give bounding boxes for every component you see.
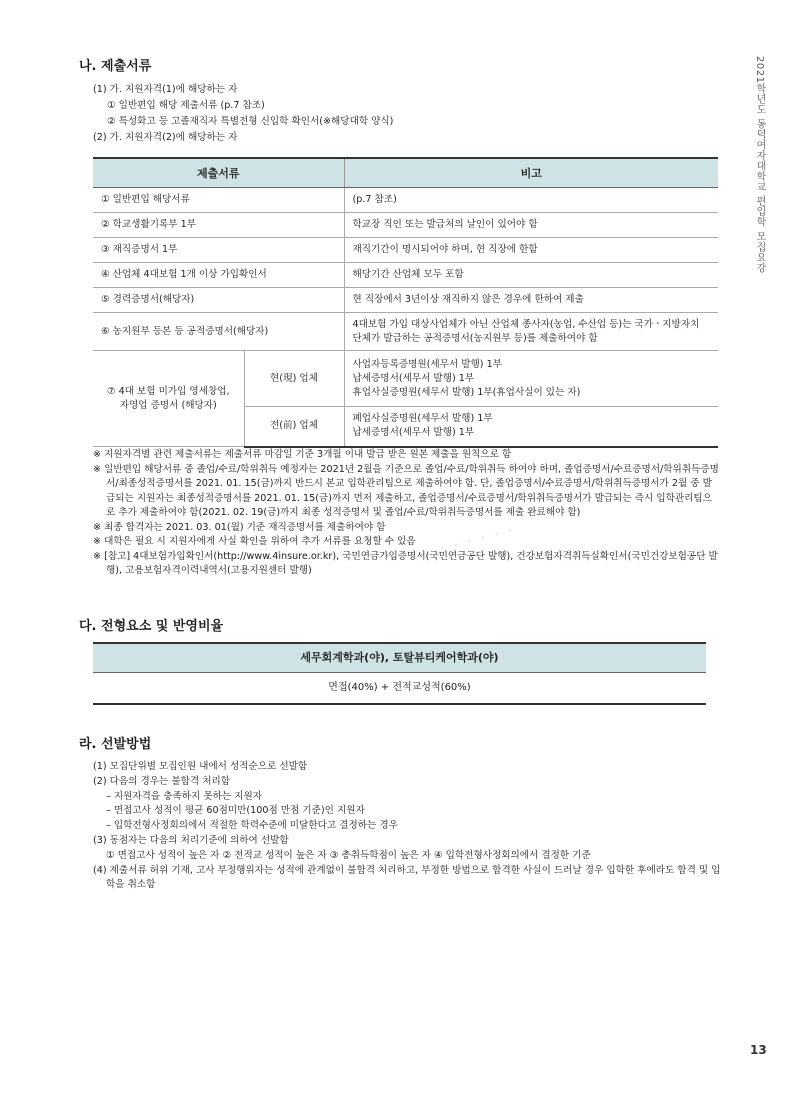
selection-line: – 지원자격을 충족하지 못하는 지원자 [106, 790, 263, 802]
ratio-table [93, 642, 706, 705]
selection-line: (2) 다음의 경우는 불합격 처리함 [93, 775, 230, 787]
doc-cell-small-business [93, 351, 244, 447]
doc-cell: ⑥ 농지원부 등본 등 공적증명서(해당자) [93, 313, 344, 351]
doc-cell: ③ 재직증명서 1부 [93, 238, 344, 263]
doc-cell: ④ 산업체 4대보험 1개 이상 가입확인서 [93, 263, 344, 288]
remark-cell: 해당기간 산업체 모두 포함 [344, 263, 718, 288]
doc-line-4: (2) 가. 지원자격(2)에 해당하는 자 [93, 132, 238, 143]
table-row [93, 288, 718, 313]
ratio-header: 세무회계학과(야), 토탈뷰티케어학과(야) [93, 642, 706, 673]
remark-cell [344, 313, 718, 351]
note-item: ※ 지원자격별 관련 제출서류는 제출서류 마감일 기준 3개월 이내 발급 받은 원본 제출을 원칙으로 함 [93, 449, 512, 460]
table-row [93, 351, 718, 407]
table-row [93, 213, 718, 238]
remark-line: 단체가 발급하는 공적증명서(농지원부 등)를 제출하여야 함 [352, 332, 598, 344]
selection-line: (4) 제출서류 허위 기재, 고사 부정행위자는 성적에 관계없이 불합격 처리하고, 부정한 방법으로 합격한 사실이 드러날 경우 입학한 후에라도 합격 및 입학을 취소함 [93, 864, 721, 891]
watermark: · · · · · · [436, 518, 517, 563]
remark-line: 납세증명서(세무서 발행) 1부 [352, 372, 475, 384]
current-business-label: 현(現) 업체 [244, 351, 344, 407]
note-item: ※ [참고] 4대보험가입확인서(http://www.4insure.or.kr), 국민연금가입증명서(국민연금공단 발행), 건강보험자격취득실확인서(국민건강보험공단 발행), 고용보험자격이력내역서(고용지원센터 발행) [93, 550, 718, 576]
ratio-value: 면접(40%) + 전적교성적(60%) [93, 673, 706, 705]
note-item: ※ 대학은 필요 시 지원자에게 사실 확인을 위하여 추가 서류를 요청할 수 있음 [93, 536, 416, 547]
doc-line-1: (1) 가. 지원자격(1)에 해당하는 자 [93, 84, 238, 95]
header-remarks: 비고 [344, 158, 718, 188]
remark-line: 사업자등록증명원(세무서 발행) 1부 [352, 358, 502, 370]
remark-line: 휴업사실증명원(세무서 발행) 1부(휴업사실이 있는 자) [352, 386, 581, 398]
table-row [93, 188, 718, 213]
remark-cell: 현 직장에서 3년이상 재직하지 않은 경우에 한하여 제출 [344, 288, 718, 313]
selection-line: – 입학전형사정회의에서 적절한 학력수준에 미달한다고 결정하는 경우 [106, 820, 398, 832]
section-title-selection: 라. 선발방법 [79, 737, 152, 752]
page-number: 13 [750, 1043, 767, 1057]
notes-block [93, 448, 721, 579]
doc-line: ⑦ 4대 보험 미가입 영세창업, [106, 385, 230, 397]
doc-line-3: ② 특성화고 등 고졸재직자 특별전형 신입학 확인서(※해당대학 양식) [107, 116, 394, 127]
selection-line: (3) 동점자는 다음의 처리기준에 의하여 선발함 [93, 834, 289, 846]
doc-line: 자영업 증명서 (해당자) [119, 399, 217, 411]
table-row [93, 313, 718, 351]
remark-cell: 재직기간이 명시되어야 하며, 현 직장에 한함 [344, 238, 718, 263]
note-item: ※ 일반편입 해당서류 중 졸업/수료/학위취득 예정자는 2021년 2월을 기준으로 졸업/수료/학위취득 하여야 하며, 졸업증명서/수료증명서/학위취득증명서/최종성적증명서를 2021. 01. 15(금)까지 반드시 본교 입학관리팀으로 제출하여야 함. 단, 졸업증명서/수료증명서/학위취득증명서가 2월 중 발급되는 지원자는 최종성적증명서를 2021. 01. 15(금)까지 먼저 제출하고, 졸업증명서/수료증명서/학위취득증명서가 발급되는 즉시 입학관리팀으로 추가 제출하여야 함(2021. 02. 19(금)까지 최종 성적증명서 및 졸업/수료/학위취득증명서를 제출 완료해야 함) [93, 463, 719, 518]
remark-line: 폐업사실증명원(세무서 발행) 1부 [352, 413, 493, 425]
selection-line: ① 면접고사 성적이 높은 자 ② 전적교 성적이 높은 자 ③ 총취득학점이 높은 자 ④ 입학전형사정회의에서 결정한 기준 [106, 849, 591, 861]
remark-line: 4대보험 가입 대상사업체가 아닌 산업체 종사자(농업, 수산업 등)는 국가ㆍ지방자치 [352, 318, 700, 330]
remark-cell [344, 351, 718, 407]
vertical-page-header: 2021학년도 동덕여자대학교 편입학 모집요강 [754, 56, 765, 273]
documents-table [93, 157, 718, 448]
note-item: ※ 최종 합격자는 2021. 03. 01(월) 기준 재직증명서를 제출하여야 함 [93, 521, 386, 533]
doc-cell: ② 학교생활기록부 1부 [93, 213, 344, 238]
doc-cell: ⑤ 경력증명서(해당자) [93, 288, 344, 313]
remark-line: 납세증명서(세무서 발행) 1부 [352, 427, 475, 439]
table-header-row [93, 158, 718, 188]
table-row [93, 263, 718, 288]
selection-line: (1) 모집단위별 모집인원 내에서 성적순으로 선발함 [93, 761, 308, 772]
doc-line-2: ① 일반편입 해당 제출서류 (p.7 참조) [107, 100, 265, 111]
doc-cell: ① 일반편입 해당서류 [93, 188, 344, 213]
selection-block [93, 760, 723, 893]
table-row [93, 238, 718, 263]
remark-cell [344, 407, 718, 447]
section-title-documents: 나. 제출서류 [79, 59, 152, 74]
selection-line: – 면접고사 성적이 평균 60점미만(100점 만점 기준)인 지원자 [106, 805, 365, 817]
header-documents: 제출서류 [93, 158, 344, 188]
previous-business-label: 전(前) 업체 [244, 407, 344, 447]
remark-cell: (p.7 참조) [344, 188, 718, 213]
remark-cell: 학교장 직인 또는 발급처의 날인이 있어야 함 [344, 213, 718, 238]
section-title-ratio: 다. 전형요소 및 반영비율 [79, 619, 224, 634]
